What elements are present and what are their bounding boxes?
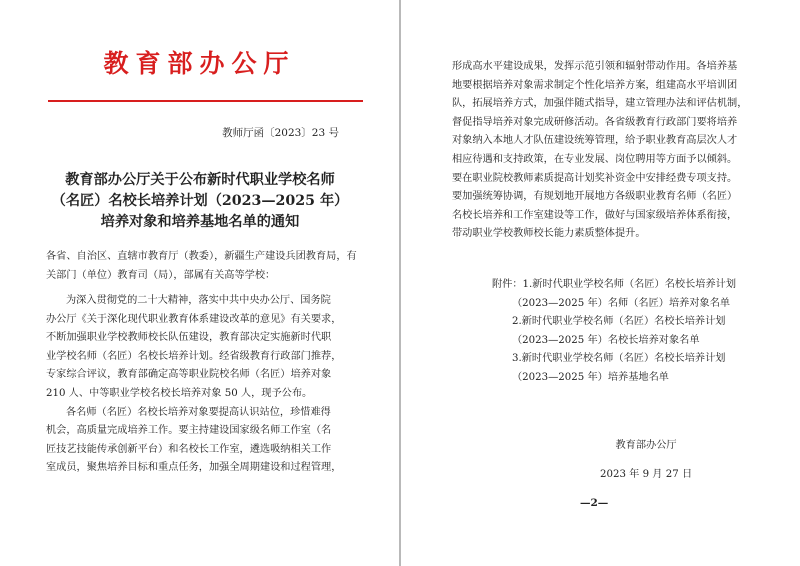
- left-page: [0, 0, 399, 566]
- attachments-list: [492, 276, 792, 388]
- body-line: 要在职业院校教师素质提高计划奖补资金中安排经费专项支持。: [452, 172, 738, 184]
- attachment-line: 2.新时代职业学校名师（名匠）名校长培养计划: [512, 316, 726, 328]
- salutation: 各省、自治区、直辖市教育厅（教委），新疆生产建设兵团教育局，有关部门（单位）教育司（局），部属有关高等学校：: [46, 251, 357, 281]
- attachment-line: （2023—2025 年）名师（名匠）培养对象名单: [512, 297, 731, 309]
- body-line: 不断加强职业学校教师校长队伍建设，教育部决定实施新时代职: [46, 332, 332, 344]
- body-line: 业学校名师（名匠）名校长培养计划。经省级教育行政部门推荐，: [46, 350, 342, 362]
- attachment-line: （2023—2025 年）名校长培养对象名单: [512, 334, 700, 346]
- signature-block: [600, 436, 692, 484]
- body-line: 形成高水平建设成果，发挥示范引领和辐射带动作用。各培养基: [452, 61, 738, 72]
- attachment-line: 附件：1.新时代职业学校名师（名匠）名校长培养计划: [492, 279, 737, 290]
- page-number: —2—: [580, 497, 609, 509]
- document-number: 教师厅函〔2023〕23 号: [222, 127, 339, 139]
- title-line: 教育部办公厅关于公布新时代职业学校名师: [65, 172, 335, 188]
- body-line: 名校长培养和工作室建设等工作，做好与国家级培养体系衔接，: [452, 209, 738, 221]
- body-line: 地要根据培养对象需求制定个性化培养方案，组建高水平培训团: [452, 79, 738, 91]
- title-line: 培养对象和培养基地名单的通知: [100, 214, 300, 230]
- body-line: 210 人、中等职业学校名校长培养对象 50 人，现予公布。: [46, 387, 313, 399]
- body-line: 对象纳入本地人才队伍建设统筹管理，给予职业教育高层次人才: [452, 135, 738, 147]
- attachment-line: （2023—2025 年）培养基地名单: [512, 371, 669, 383]
- body-line: 带动职业学校教师校长能力素质整体提升。: [452, 228, 646, 240]
- body-line: 匠技艺技能传承创新平台）和名校长工作室，遴选吸纳相关工作: [46, 443, 332, 455]
- body-line: 为深入贯彻党的二十大精神，落实中共中央办公厅、国务院: [66, 295, 331, 306]
- document-title: [30, 170, 370, 233]
- body-line: 办公厅《关于深化现代职业教育体系建设改革的意见》有关要求，: [46, 313, 342, 325]
- signature-org: 教育部办公厅: [615, 440, 677, 451]
- signature-date: 2023 年 9 月 27 日: [600, 469, 693, 480]
- red-divider-rule: [48, 100, 363, 102]
- left-body-text: [46, 292, 366, 478]
- issuing-org-header: 教育部办公厅: [103, 49, 296, 78]
- body-line: 专家综合评议，教育部确定高等职业院校名师（名匠）培养对象: [46, 369, 332, 381]
- body-line: 各名师（名匠）名校长培养对象要提高认识站位，珍惜难得: [66, 406, 331, 418]
- attachment-line: 3.新时代职业学校名师（名匠）名校长培养计划: [512, 353, 726, 365]
- body-line: 要加强统筹协调，有规划地开展地方各级职业教育名师（名匠）: [452, 191, 738, 203]
- body-line: 队，拓展培养方式，加强伴随式指导，建立管理办法和评估机制，: [452, 98, 748, 110]
- right-body-text: [452, 58, 777, 244]
- body-line: 相应待遇和支持政策，在专业发展、岗位聘用等方面予以倾斜。: [452, 153, 738, 165]
- body-line: 督促指导培养对象完成研修活动。各省级教育行政部门要将培养: [452, 116, 738, 128]
- body-line: 室成员，聚焦培养目标和重点任务，加强全周期建设和过程管理，: [46, 462, 342, 474]
- body-line: 机会，高质量完成培养工作。要主持建设国家级名师工作室（名: [46, 425, 332, 437]
- title-line: （名匠）名校长培养计划（2023—2025 年）: [51, 193, 349, 209]
